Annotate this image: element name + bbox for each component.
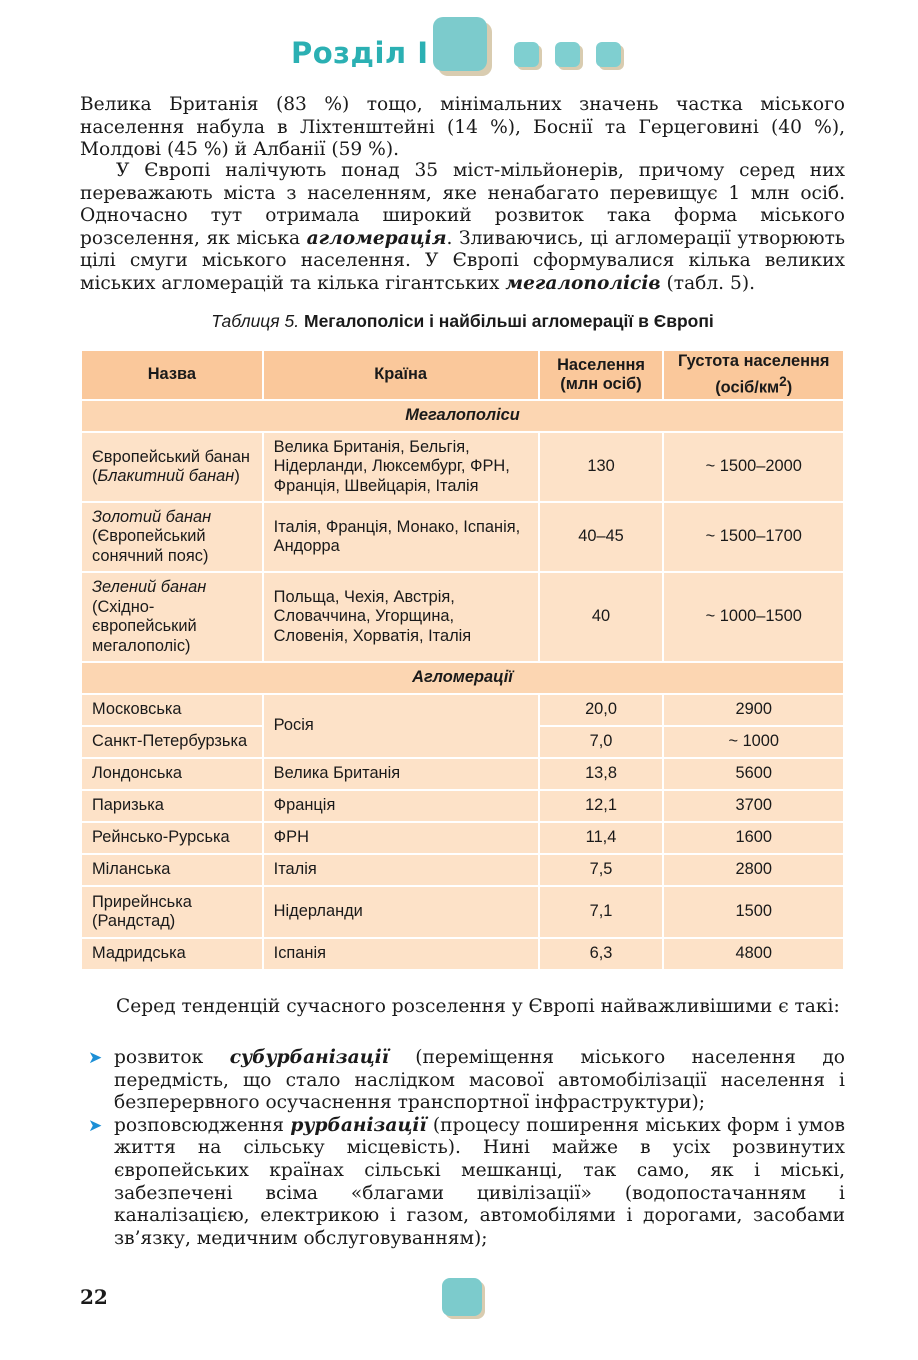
table-row bbox=[81, 572, 844, 662]
footer-decor-square bbox=[442, 1278, 482, 1316]
cell-population: 13,8 bbox=[539, 758, 664, 790]
decor-square-small bbox=[596, 42, 621, 67]
list-item: ➤ розповсюдження рурбанізації (процесу поширення міських форм і умов життя на сільську місцевість). Нині майже в усіх розвинутих європейських країнах сільські мешканці, так само, як і міські, забезпечені всіма «благами цивілізації» (водопостачанням і каналізацією, електрикою і газом, автомобілями і дорогами, засобами зв’язку, медичним обслуговуванням); bbox=[88, 1114, 845, 1249]
table-row bbox=[81, 758, 844, 790]
table-row bbox=[81, 854, 844, 886]
cell-population: 130 bbox=[539, 432, 664, 502]
paragraph-1: Велика Британія (83 %) тощо, мінімальних значень частка міського населення набула в Ліхтенштейні (14 %), Боснії та Герцеговині (40 %), Молдові (45 %) й Албанії (59 %). bbox=[80, 94, 845, 161]
cell-density: 3700 bbox=[663, 790, 844, 822]
bullet-list bbox=[80, 1047, 845, 1250]
cell-country: Нідерланди bbox=[263, 886, 539, 938]
cell-country: Франція bbox=[263, 790, 539, 822]
cell-population: 6,3 bbox=[539, 938, 664, 970]
cell-density: 5600 bbox=[663, 758, 844, 790]
cell-name: Санкт-Петербурзька bbox=[81, 726, 263, 758]
table-row bbox=[81, 694, 844, 726]
table-row bbox=[81, 822, 844, 854]
term-megalopolis: мегалополісів bbox=[505, 272, 661, 294]
chapter-title: Розділ І bbox=[291, 36, 429, 70]
table-header-row bbox=[81, 350, 844, 400]
term-rurbanization: рурбанізації bbox=[290, 1114, 427, 1136]
cell-population: 12,1 bbox=[539, 790, 664, 822]
table-row bbox=[81, 790, 844, 822]
list-item: ➤ розвиток субурбанізації (переміщення міського населення до передмість, що стало наслідком масової автомобілізації населення і безперервного осучаснення транспортної інфраструктури); bbox=[88, 1047, 845, 1114]
cell-name: Лондонська bbox=[81, 758, 263, 790]
table-caption: Таблиця 5. Мегалополіси і найбільші агломерації в Європі bbox=[211, 311, 714, 331]
cell-density: ~ 1000 bbox=[663, 726, 844, 758]
cell-population: 40–45 bbox=[539, 502, 664, 572]
decor-square-small bbox=[514, 42, 539, 67]
section-row: Мегалополіси bbox=[81, 400, 844, 432]
arrow-bullet-icon: ➤ bbox=[88, 1048, 103, 1068]
cell-country: Італія bbox=[263, 854, 539, 886]
col-header-density: Густота населення $(осіб/км^2)$ bbox=[663, 350, 844, 400]
cell-name: Паризька bbox=[81, 790, 263, 822]
col-header-country: Країна bbox=[263, 350, 539, 400]
page-number: 22 bbox=[80, 1285, 108, 1309]
table-row bbox=[81, 432, 844, 502]
cell-name: Московська bbox=[81, 694, 263, 726]
cell-name: Прирейнська (Рандстад) bbox=[81, 886, 263, 938]
cell-density: ~ 1000–1500 bbox=[663, 572, 844, 662]
cell-density: 1600 bbox=[663, 822, 844, 854]
cell-population: 20,0 bbox=[539, 694, 664, 726]
table-row bbox=[81, 938, 844, 970]
cell-population: 7,0 bbox=[539, 726, 664, 758]
table-row bbox=[81, 502, 844, 572]
cell-name: Мадридська bbox=[81, 938, 263, 970]
cell-country: ФРН bbox=[263, 822, 539, 854]
col-header-population: Населення (млн осіб) bbox=[539, 350, 664, 400]
megalopolis-table bbox=[80, 349, 845, 971]
cell-name: Міланська bbox=[81, 854, 263, 886]
table-row bbox=[81, 886, 844, 938]
paragraph-2: У Європі налічують понад 35 міст-мільйонерів, причому серед них переважають міста з населенням, яке ненабагато перевищує 1 млн осіб. Одночасно тут отримала широкий розвиток така форма міського розселення, як міська агломерація. Зливаючись, ці агломерації утворюють цілі смуги міського населення. У Європі сформувалися кілька великих міських агломерацій та кілька гігантських мегалополісів (табл. 5). bbox=[80, 160, 845, 294]
cell-population: 11,4 bbox=[539, 822, 664, 854]
decor-square-large bbox=[433, 17, 487, 71]
section-row: Агломерації bbox=[81, 662, 844, 694]
cell-name: Зелений банан (Східно-європейський мегалополіс) bbox=[81, 572, 263, 662]
paragraph-3: Серед тенденцій сучасного розселення у Європі найважливішими є такі: bbox=[116, 996, 840, 1017]
page-header bbox=[0, 0, 918, 80]
cell-density: 2900 bbox=[663, 694, 844, 726]
arrow-bullet-icon: ➤ bbox=[88, 1115, 103, 1136]
cell-density: ~ 1500–1700 bbox=[663, 502, 844, 572]
cell-population: 7,5 bbox=[539, 854, 664, 886]
cell-name: Європейський банан (Блакитний банан) bbox=[81, 432, 263, 502]
cell-country: Велика Британія, Бельгія, Нідерланди, Люксембург, ФРН, Франція, Швейцарія, Італія bbox=[263, 432, 539, 502]
decor-square-small bbox=[555, 42, 580, 67]
col-header-name: Назва bbox=[81, 350, 263, 400]
cell-country: Польща, Чехія, Австрія, Словаччина, Угорщина, Словенія, Хорватія, Італія bbox=[263, 572, 539, 662]
cell-country: Італія, Франція, Монако, Іспанія, Андорра bbox=[263, 502, 539, 572]
cell-density: ~ 1500–2000 bbox=[663, 432, 844, 502]
cell-density: 1500 bbox=[663, 886, 844, 938]
cell-country: Іспанія bbox=[263, 938, 539, 970]
cell-density: 2800 bbox=[663, 854, 844, 886]
cell-name: Золотий банан (Європейський сонячний пояс) bbox=[81, 502, 263, 572]
term-agglomeration: агломерація bbox=[306, 227, 447, 249]
cell-population: 40 bbox=[539, 572, 664, 662]
cell-country: Велика Британія bbox=[263, 758, 539, 790]
term-suburbanization: субурбанізації bbox=[229, 1047, 389, 1068]
cell-density: 4800 bbox=[663, 938, 844, 970]
cell-population: 7,1 bbox=[539, 886, 664, 938]
cell-name: Рейнсько-Рурська bbox=[81, 822, 263, 854]
cell-country: Росія bbox=[263, 694, 539, 758]
